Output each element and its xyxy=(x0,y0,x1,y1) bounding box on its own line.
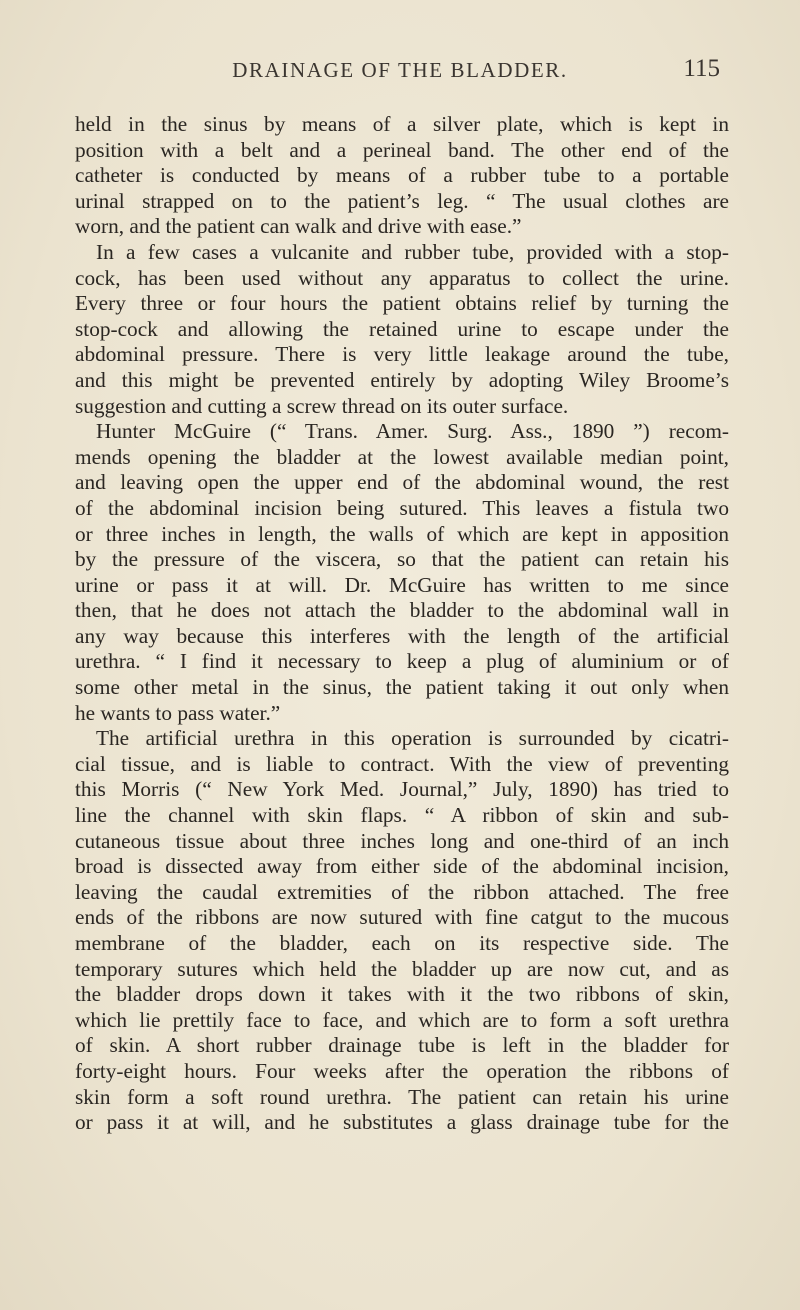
text-line: leaving the caudal extremities of the ribbon attached. The free xyxy=(75,879,729,904)
text-line: In a few cases a vulcanite and rubber tube, provided with a stop- xyxy=(96,239,729,264)
text-line: cutaneous tissue about three inches long and one-third of an inch xyxy=(75,828,729,853)
text-line: stop-cock and allowing the retained urine to escape under the xyxy=(75,316,729,341)
text-line: this Morris (“ New York Med. Journal,” July, 1890) has tried to xyxy=(75,777,729,802)
text-line: The artificial urethra in this operation is surrounded by cicatri- xyxy=(96,726,729,751)
text-line: and leaving open the upper end of the abdominal wound, the rest xyxy=(75,470,729,495)
text-line: line the channel with skin flaps. “ A ribbon of skin and sub- xyxy=(75,803,729,828)
text-line: the bladder drops down it takes with it the two ribbons of skin, xyxy=(75,982,729,1007)
text-line: urethra. “ I find it necessary to keep a plug of aluminium or of xyxy=(75,649,729,674)
text-line: Hunter McGuire (“ Trans. Amer. Surg. Ass., 1890 ”) recom- xyxy=(96,419,729,444)
text-line: then, that he does not attach the bladder to the abdominal wall in xyxy=(75,598,729,623)
text-line: suggestion and cutting a screw thread on its outer surface. xyxy=(75,393,569,418)
text-line: worn, and the patient can walk and drive with ease.” xyxy=(75,214,522,239)
text-line: of skin. A short rubber drainage tube is left in the bladder for xyxy=(75,1033,729,1058)
text-line: he wants to pass water.” xyxy=(75,700,281,725)
text-line: urine or pass it at will. Dr. McGuire has written to me since xyxy=(75,572,729,597)
page-header xyxy=(0,55,800,92)
text-line: urinal strapped on to the patient’s leg. “ The usual clothes are xyxy=(75,188,729,213)
text-line: temporary sutures which held the bladder up are now cut, and as xyxy=(75,956,729,981)
page-number: 115 xyxy=(683,55,720,82)
text-line: cock, has been used without any apparatus to collect the urine. xyxy=(75,265,729,290)
text-line: catheter is conducted by means of a rubber tube to a portable xyxy=(75,163,729,188)
text-line: forty-eight hours. Four weeks after the operation the ribbons of xyxy=(75,1058,729,1083)
text-line: held in the sinus by means of a silver plate, which is kept in xyxy=(75,112,729,136)
body-text xyxy=(75,112,729,1136)
text-line: skin form a soft round urethra. The patient can retain his urine xyxy=(75,1084,729,1109)
text-line: position with a belt and a perineal band. The other end of the xyxy=(75,137,729,162)
text-line: some other metal in the sinus, the patient taking it out only when xyxy=(75,675,729,700)
text-line: any way because this interferes with the length of the artificial xyxy=(75,623,729,648)
text-line: by the pressure of the viscera, so that the patient can retain his xyxy=(75,547,729,572)
text-line: Every three or four hours the patient obtains relief by turning the xyxy=(75,291,729,316)
text-line: ends of the ribbons are now sutured with fine catgut to the mucous xyxy=(75,905,729,930)
text-line: cial tissue, and is liable to contract. With the view of preventing xyxy=(75,751,729,776)
text-line: of the abdominal incision being sutured. This leaves a fistula two xyxy=(75,495,729,520)
text-line: and this might be prevented entirely by adopting Wiley Broome’s xyxy=(75,367,729,392)
text-line: or pass it at will, and he substitutes a glass drainage tube for the xyxy=(75,1110,729,1135)
text-line: mends opening the bladder at the lowest available median point, xyxy=(75,444,729,469)
text-line: broad is dissected away from either side of the abdominal incision, xyxy=(75,854,729,879)
text-line: abdominal pressure. There is very little leakage around the tube, xyxy=(75,342,729,367)
text-line: or three inches in length, the walls of which are kept in apposition xyxy=(75,521,729,546)
text-line: membrane of the bladder, each on its respective side. The xyxy=(75,931,729,955)
running-head: DRAINAGE OF THE BLADDER. xyxy=(232,58,568,82)
text-line: which lie prettily face to face, and which are to form a soft urethra xyxy=(75,1007,729,1032)
